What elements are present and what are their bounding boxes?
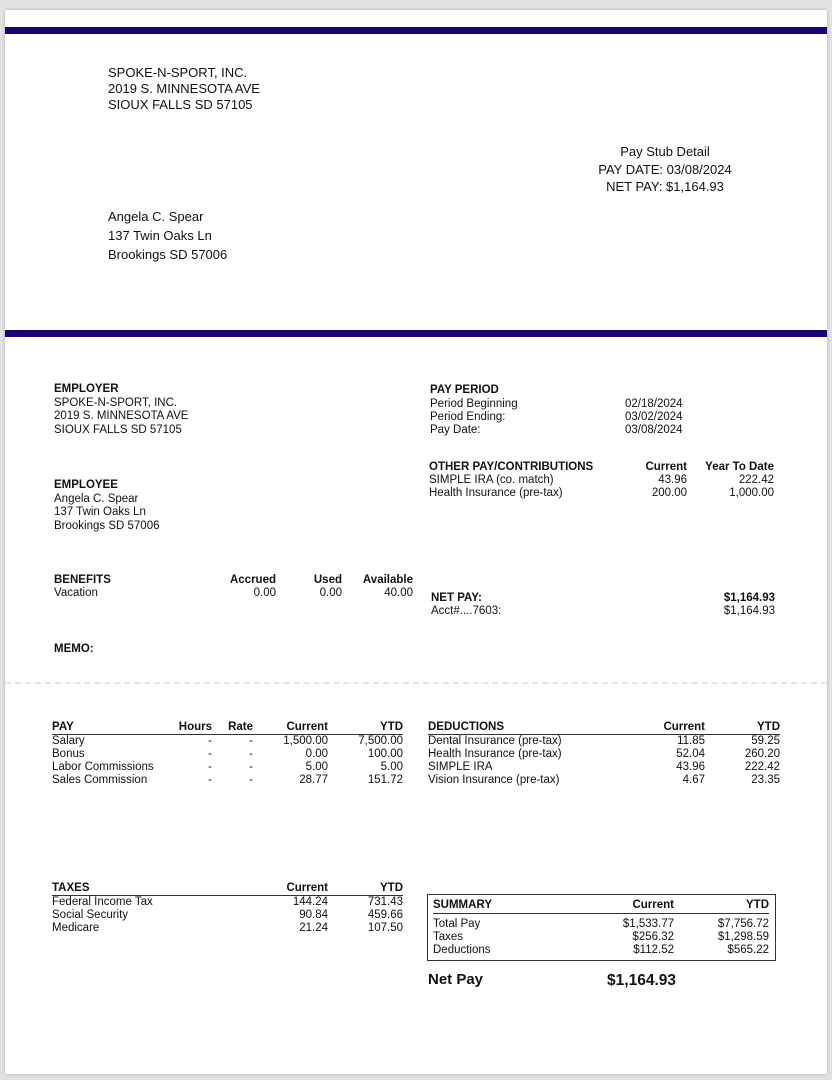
pay-label: Bonus bbox=[52, 748, 85, 760]
summary-ytd: $565.22 bbox=[727, 944, 769, 956]
deduction-ytd: 260.20 bbox=[744, 748, 780, 760]
other-pay-ytd: 222.42 bbox=[738, 474, 774, 486]
stub-heading bbox=[565, 143, 765, 196]
employee-name: Angela C. Spear bbox=[54, 492, 139, 505]
deduction-row bbox=[428, 735, 780, 749]
company-street: 2019 S. MINNESOTA AVE bbox=[108, 81, 260, 96]
pay-rate: - bbox=[249, 748, 253, 760]
summary-row bbox=[433, 914, 769, 932]
employer-block bbox=[54, 383, 188, 437]
summary-col-ytd: YTD bbox=[674, 899, 769, 914]
pay-row bbox=[52, 761, 403, 774]
pay-current: 5.00 bbox=[305, 761, 328, 773]
pay-col-rate: Rate bbox=[212, 721, 253, 735]
company-city: SIOUX FALLS SD 57105 bbox=[108, 97, 253, 112]
tax-current: 21.24 bbox=[299, 922, 328, 934]
pay-heading: PAY bbox=[52, 721, 172, 735]
pay-ytd: 151.72 bbox=[367, 774, 403, 786]
net-pay-label: NET PAY: bbox=[431, 592, 482, 604]
tax-current: 144.24 bbox=[292, 896, 328, 908]
pay-stub-page bbox=[5, 10, 827, 1074]
summary-label: Taxes bbox=[433, 931, 464, 943]
company-address bbox=[108, 65, 260, 113]
summary-label: Total Pay bbox=[433, 918, 481, 930]
other-pay-ytd: 1,000.00 bbox=[729, 487, 774, 499]
pay-label: Labor Commissions bbox=[52, 761, 154, 773]
deductions-heading: DEDUCTIONS bbox=[428, 721, 635, 735]
pay-period-value: 03/08/2024 bbox=[625, 423, 683, 436]
tax-current: 90.84 bbox=[299, 909, 328, 921]
other-pay-label: Health Insurance (pre-tax) bbox=[429, 487, 563, 499]
memo-label: MEMO: bbox=[54, 643, 94, 655]
pay-current: 0.00 bbox=[305, 748, 328, 760]
deduction-label: Health Insurance (pre-tax) bbox=[428, 748, 562, 760]
pay-period-heading: PAY PERIOD bbox=[430, 384, 499, 396]
pay-ytd: 7,500.00 bbox=[358, 735, 403, 747]
taxes-table bbox=[52, 882, 403, 935]
pay-hours: - bbox=[208, 774, 212, 786]
summary-box bbox=[427, 894, 776, 961]
summary-net-pay-label: Net Pay bbox=[428, 971, 484, 988]
tax-label: Medicare bbox=[52, 922, 100, 934]
net-pay-value: $1,164.93 bbox=[723, 592, 775, 604]
benefit-accrued: 0.00 bbox=[253, 587, 276, 599]
tax-row bbox=[52, 896, 403, 910]
other-pay-table bbox=[429, 461, 774, 500]
pay-hours: - bbox=[208, 735, 212, 747]
summary-label: Deductions bbox=[433, 944, 491, 956]
taxes-heading: TAXES bbox=[52, 882, 253, 896]
employee-street: 137 Twin Oaks Ln bbox=[54, 506, 146, 518]
taxes-col-ytd: YTD bbox=[328, 882, 403, 896]
benefits-heading: BENEFITS bbox=[54, 574, 111, 586]
summary-heading: SUMMARY bbox=[433, 899, 594, 914]
deduction-row bbox=[428, 748, 780, 761]
deductions-col-ytd: YTD bbox=[705, 721, 780, 735]
company-name: SPOKE-N-SPORT, INC. bbox=[108, 65, 248, 80]
tax-row bbox=[52, 922, 403, 935]
taxes-col-current: Current bbox=[253, 882, 328, 896]
other-pay-col-ytd: Year To Date bbox=[705, 461, 774, 473]
employer-heading: EMPLOYER bbox=[54, 383, 119, 395]
pay-col-hours: Hours bbox=[172, 721, 212, 735]
deduction-current: 11.85 bbox=[677, 735, 705, 747]
pay-ytd: 5.00 bbox=[380, 761, 403, 773]
stub-title: Pay Stub Detail bbox=[620, 144, 710, 159]
benefit-used: 0.00 bbox=[319, 587, 342, 599]
employee-block bbox=[54, 479, 159, 533]
other-pay-label: SIMPLE IRA (co. match) bbox=[429, 474, 554, 486]
summary-col-current: Current bbox=[594, 899, 674, 914]
tax-row bbox=[52, 909, 403, 922]
pay-period-label: Period Ending: bbox=[430, 410, 506, 423]
stub-net-pay: NET PAY: $1,164.93 bbox=[606, 179, 724, 194]
summary-row bbox=[433, 931, 769, 944]
employer-street: 2019 S. MINNESOTA AVE bbox=[54, 410, 189, 422]
summary-current: $256.32 bbox=[632, 931, 674, 943]
other-pay-col-current: Current bbox=[645, 461, 687, 473]
other-pay-row bbox=[429, 487, 774, 500]
other-pay-current: 200.00 bbox=[651, 487, 687, 499]
recipient-street: 137 Twin Oaks Ln bbox=[108, 228, 212, 243]
employee-heading: EMPLOYEE bbox=[54, 479, 118, 491]
net-pay-block bbox=[431, 592, 775, 618]
deductions-col-current: Current bbox=[635, 721, 705, 735]
summary-table bbox=[433, 899, 769, 957]
pay-current: 1,500.00 bbox=[283, 735, 328, 747]
pay-col-ytd: YTD bbox=[328, 721, 403, 735]
top-accent-bar bbox=[5, 27, 827, 34]
benefits-col-accrued: Accrued bbox=[229, 574, 276, 586]
deduction-current: 4.67 bbox=[682, 774, 705, 786]
pay-rate: - bbox=[249, 761, 253, 773]
account-value: $1,164.93 bbox=[723, 605, 775, 617]
pay-rate: - bbox=[249, 774, 253, 786]
deduction-current: 52.04 bbox=[676, 748, 705, 760]
other-pay-heading: OTHER PAY/CONTRIBUTIONS bbox=[429, 461, 594, 473]
pay-period-row bbox=[430, 411, 700, 424]
tax-label: Federal Income Tax bbox=[52, 896, 153, 908]
employer-name: SPOKE-N-SPORT, INC. bbox=[54, 396, 178, 409]
benefits-row bbox=[54, 587, 413, 600]
tax-ytd: 459.66 bbox=[367, 909, 403, 921]
summary-ytd: $1,298.59 bbox=[717, 931, 769, 943]
tear-off-line bbox=[5, 682, 827, 684]
summary-ytd: $7,756.72 bbox=[717, 918, 769, 930]
pay-row bbox=[52, 748, 403, 761]
deduction-ytd: 59.25 bbox=[751, 735, 780, 747]
pay-period-value: 02/18/2024 bbox=[625, 397, 683, 410]
benefit-available: 40.00 bbox=[384, 587, 413, 599]
benefits-col-available: Available bbox=[362, 574, 413, 586]
benefits-col-used: Used bbox=[313, 574, 342, 586]
employer-city: SIOUX FALLS SD 57105 bbox=[54, 423, 182, 436]
benefits-table bbox=[54, 574, 413, 600]
summary-current: $112.52 bbox=[633, 944, 674, 956]
pay-period-value: 03/02/2024 bbox=[625, 410, 683, 423]
pay-hours: - bbox=[208, 748, 212, 760]
benefit-label: Vacation bbox=[54, 587, 98, 599]
summary-net-pay-value: $1,164.93 bbox=[607, 972, 676, 989]
pay-period-table bbox=[430, 398, 700, 437]
recipient-name: Angela C. Spear bbox=[108, 209, 204, 224]
tax-ytd: 731.43 bbox=[367, 896, 403, 908]
pay-ytd: 100.00 bbox=[367, 748, 403, 760]
stub-pay-date: PAY DATE: 03/08/2024 bbox=[598, 161, 732, 177]
pay-col-current: Current bbox=[253, 721, 328, 735]
deductions-table bbox=[428, 721, 780, 787]
pay-label: Sales Commission bbox=[52, 774, 148, 786]
deduction-ytd: 222.42 bbox=[744, 761, 780, 773]
account-label: Acct#....7603: bbox=[431, 605, 502, 617]
employee-city: Brookings SD 57006 bbox=[54, 519, 160, 532]
summary-row bbox=[433, 944, 769, 957]
pay-row bbox=[52, 735, 403, 749]
deduction-row bbox=[428, 761, 780, 774]
deduction-current: 43.96 bbox=[676, 761, 705, 773]
middle-accent-bar bbox=[5, 330, 827, 337]
deduction-label: SIMPLE IRA bbox=[428, 761, 493, 773]
tax-ytd: 107.50 bbox=[367, 922, 403, 934]
pay-current: 28.77 bbox=[299, 774, 328, 786]
pay-period-label: Period Beginning bbox=[430, 397, 518, 410]
pay-period-label: Pay Date: bbox=[430, 423, 481, 436]
deduction-label: Vision Insurance (pre-tax) bbox=[428, 774, 560, 786]
pay-label: Salary bbox=[52, 735, 85, 747]
recipient-city: Brookings SD 57006 bbox=[108, 247, 228, 262]
summary-current: $1,533.77 bbox=[622, 918, 674, 930]
pay-rate: - bbox=[249, 735, 253, 747]
pay-period-row bbox=[430, 424, 700, 437]
deduction-label: Dental Insurance (pre-tax) bbox=[428, 735, 562, 747]
tax-label: Social Security bbox=[52, 909, 129, 921]
deduction-row bbox=[428, 774, 780, 787]
other-pay-row bbox=[429, 474, 774, 487]
pay-table bbox=[52, 721, 403, 787]
pay-period-row bbox=[430, 398, 700, 411]
pay-hours: - bbox=[208, 761, 212, 773]
pay-period-block bbox=[430, 384, 700, 437]
pay-row bbox=[52, 774, 403, 787]
deduction-ytd: 23.35 bbox=[751, 774, 780, 786]
recipient-address bbox=[108, 207, 227, 264]
other-pay-current: 43.96 bbox=[658, 474, 687, 486]
